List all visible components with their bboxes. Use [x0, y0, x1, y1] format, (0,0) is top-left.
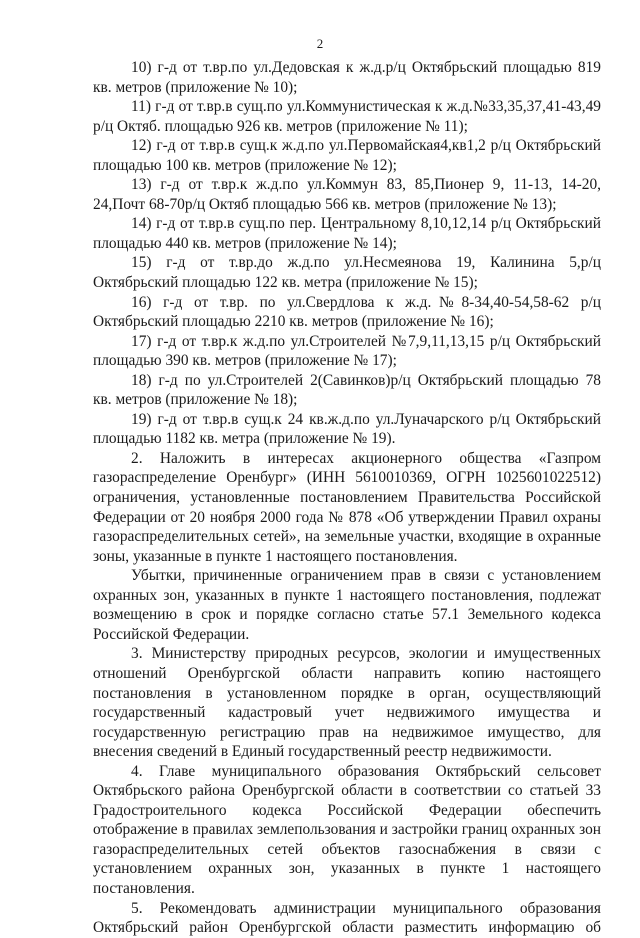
clause-2: 2. Наложить в интересах акционерного общества «Газпром газораспределение Оренбург» (ИНН 5610010369, ОГРН 1025601022512) ограничения, установленные постановлением Правительства Российской Федерации от 20 ноября 2000 года № 878 «Об утверждении Правил охраны газораспределительных сетей», на земельные участки, входящие в охранные зоны, указанные в пункте 1 настоящего постановления.	[93, 449, 601, 565]
clause-2-losses: Убытки, причиненные ограничением прав в связи с установлением охранных зон, указанных в пункте 1 настоящего постановления, подлежат возмещению в срок и порядке согласно статье 57.1 Земельного кодекса Российской Федерации.	[93, 567, 601, 643]
list-item-16: 16) г-д от т.вр. по ул.Свердлова к ж.д.№8-34,40-54,58-62 р/ц Октябрьский площадью 2210 кв. метров (приложение № 16);	[93, 293, 601, 331]
list-item-13: 13) г-д от т.вр.к ж.д.по ул.Коммун 83, 85,Пионер 9, 11-13, 14-20, 24,Почт 68-70р/ц Октяб площадью 566 кв. метров (приложение № 13);	[93, 176, 601, 213]
document-body	[93, 58, 601, 938]
list-item-17: 17) г-д от т.вр.к ж.д.по ул.Строителей №7,9,11,13,15 р/ц Октябрьский площадью 390 кв. метров (приложение № 17);	[93, 332, 601, 370]
list-item-19: 19) г-д от т.вр.в сущ.к 24 кв.ж.д.по ул.Луначарского р/ц Октябрьский площадью 1182 кв. метра (приложение № 19).	[93, 410, 601, 448]
list-item-15: 15) г-д от т.вр.до ж.д.по ул.Несмеянова 19, Калинина 5,р/ц Октябрьский площадью 122 кв. метра (приложение № 15);	[93, 254, 601, 292]
page-number: 2	[316, 36, 324, 51]
list-item-18: 18) г-д по ул.Строителей 2(Савинков)р/ц Октябрьский площадью 78 кв. метров (приложение № 18);	[93, 371, 601, 409]
list-item-11: 11) г-д от т.вр.в сущ.по ул.Коммунистическая к ж.д.№33,35,37,41-43,49 р/ц Октяб. площадью 926 кв. метров (приложение № 11);	[93, 98, 601, 135]
clause-3: 3. Министерству природных ресурсов, экологии и имущественных отношений Оренбургской области направить копию настоящего постановления в установленном порядке в орган, осуществляющий государственный кадастровый учет недвижимого имущества и государственную регистрацию прав на недвижимое имущество, для внесения сведений в Единый государственный реестр недвижимости.	[93, 645, 601, 761]
list-item-10: 10) г-д от т.вр.по ул.Дедовская к ж.д.р/ц Октябрьский площадью 819 кв. метров (приложение № 10);	[93, 59, 601, 96]
list-item-12: 12) г-д от т.вр.в сущ.к ж.д.по ул.Первомайская4,кв1,2 р/ц Октябрьский площадью 100 кв. метров (приложение № 12);	[93, 137, 601, 174]
clause-4: 4. Главе муниципального образования Октябрьский сельсовет Октябрьского района Оренбургской области в соответствии со статьей 33 Градостроительного кодекса Российской Федерации обеспечить отображение в правилах землепользования и застройки границ охранных зон газораспределительных сетей объектов газоснабжения в связи с установлением охранных зон, указанных в пункте 1 настоящего постановления.	[93, 762, 601, 897]
list-item-14: 14) г-д от т.вр.в сущ.по пер. Центральному 8,10,12,14 р/ц Октябрьский площадью 440 кв. метров (приложение № 14);	[93, 215, 601, 252]
clause-5: 5. Рекомендовать администрации муниципального образования Октябрьский район Оренбургской области разместить информацию об	[93, 899, 601, 937]
